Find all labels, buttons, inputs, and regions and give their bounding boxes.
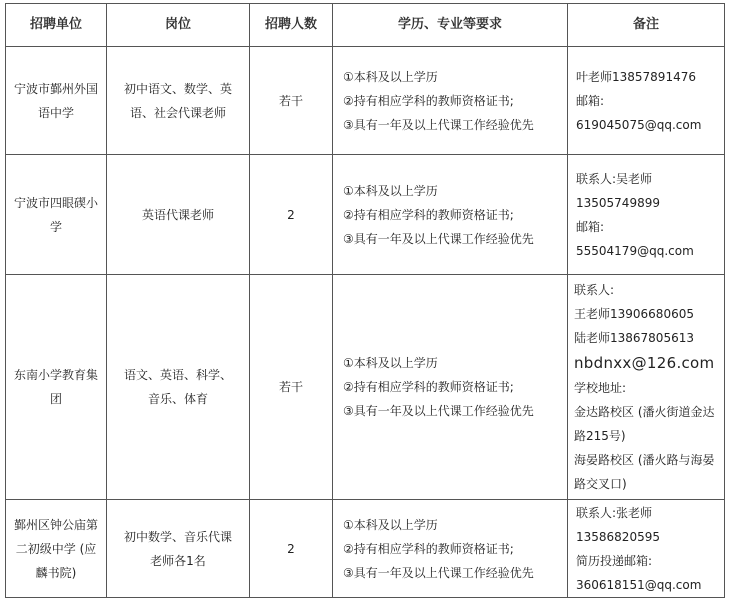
table-row [6, 155, 725, 275]
cell-notes [568, 155, 725, 275]
note-line: 联系人:张老师 [576, 505, 653, 520]
address-line: 海晏路校区 (潘火路与海晏路交叉口) [574, 453, 715, 491]
requirement-line: ②持有相应学科的教师资格证书; [343, 380, 514, 394]
cell-position: 初中语文、数学、英语、社会代课老师 [107, 47, 250, 155]
requirement-line: ③具有一年及以上代课工作经验优先 [343, 565, 534, 580]
cell-position: 初中数学、音乐代课老师各1名 [107, 500, 250, 598]
note-line: 联系人:吴老师 [576, 171, 653, 186]
cell-notes [568, 47, 725, 155]
table-row [6, 47, 725, 155]
note-line: 简历投递邮箱: [576, 553, 653, 568]
recruitment-table [5, 3, 725, 598]
requirement-line: ①本科及以上学历 [343, 69, 438, 84]
note-line: 学校地址: [574, 381, 627, 395]
requirement-line: ②持有相应学科的教师资格证书; [343, 541, 514, 556]
note-line: 邮箱: [576, 93, 605, 108]
note-line: 王老师13906680605 [574, 307, 694, 321]
note-line: 陆老师13867805613 [574, 331, 694, 345]
note-line: 邮箱: [576, 219, 605, 234]
cell-requirements [333, 275, 568, 500]
requirement-line: ③具有一年及以上代课工作经验优先 [343, 231, 534, 246]
table-row [6, 500, 725, 598]
cell-requirements [333, 500, 568, 598]
cell-count: 2 [250, 155, 333, 275]
header-notes: 备注 [568, 4, 725, 47]
requirement-line: ②持有相应学科的教师资格证书; [343, 93, 514, 108]
header-position: 岗位 [107, 4, 250, 47]
note-line: 13586820595 [576, 529, 660, 544]
requirement-line: ③具有一年及以上代课工作经验优先 [343, 117, 534, 132]
cell-unit: 宁波市鄞州外国语中学 [6, 47, 107, 155]
email-line: nbdnxx@126.com [574, 354, 715, 372]
cell-unit: 东南小学教育集团 [6, 275, 107, 500]
note-line: 619045075@qq.com [576, 117, 702, 132]
table-row [6, 275, 725, 500]
requirement-line: ①本科及以上学历 [343, 356, 438, 370]
note-line: 55504179@qq.com [576, 243, 694, 258]
cell-count: 若干 [250, 47, 333, 155]
cell-unit: 鄞州区钟公庙第二初级中学 (应麟书院) [6, 500, 107, 598]
note-line: 360618151@qq.com [576, 577, 702, 592]
cell-notes [568, 275, 725, 500]
cell-unit: 宁波市四眼碶小学 [6, 155, 107, 275]
cell-requirements [333, 47, 568, 155]
header-requirements: 学历、专业等要求 [333, 4, 568, 47]
note-line: 叶老师13857891476 [576, 69, 696, 84]
header-count: 招聘人数 [250, 4, 333, 47]
cell-position: 语文、英语、科学、音乐、体育 [107, 275, 250, 500]
header-unit: 招聘单位 [6, 4, 107, 47]
cell-requirements [333, 155, 568, 275]
cell-position: 英语代课老师 [107, 155, 250, 275]
requirement-line: ①本科及以上学历 [343, 517, 438, 532]
cell-notes [568, 500, 725, 598]
note-line: 联系人: [574, 283, 615, 297]
cell-count: 2 [250, 500, 333, 598]
note-line: 13505749899 [576, 195, 660, 210]
table-header-row [6, 4, 725, 47]
requirement-line: ③具有一年及以上代课工作经验优先 [343, 404, 534, 418]
requirement-line: ②持有相应学科的教师资格证书; [343, 207, 514, 222]
cell-count: 若干 [250, 275, 333, 500]
address-line: 金达路校区 (潘火街道金达路215号) [574, 405, 715, 443]
requirement-line: ①本科及以上学历 [343, 183, 438, 198]
